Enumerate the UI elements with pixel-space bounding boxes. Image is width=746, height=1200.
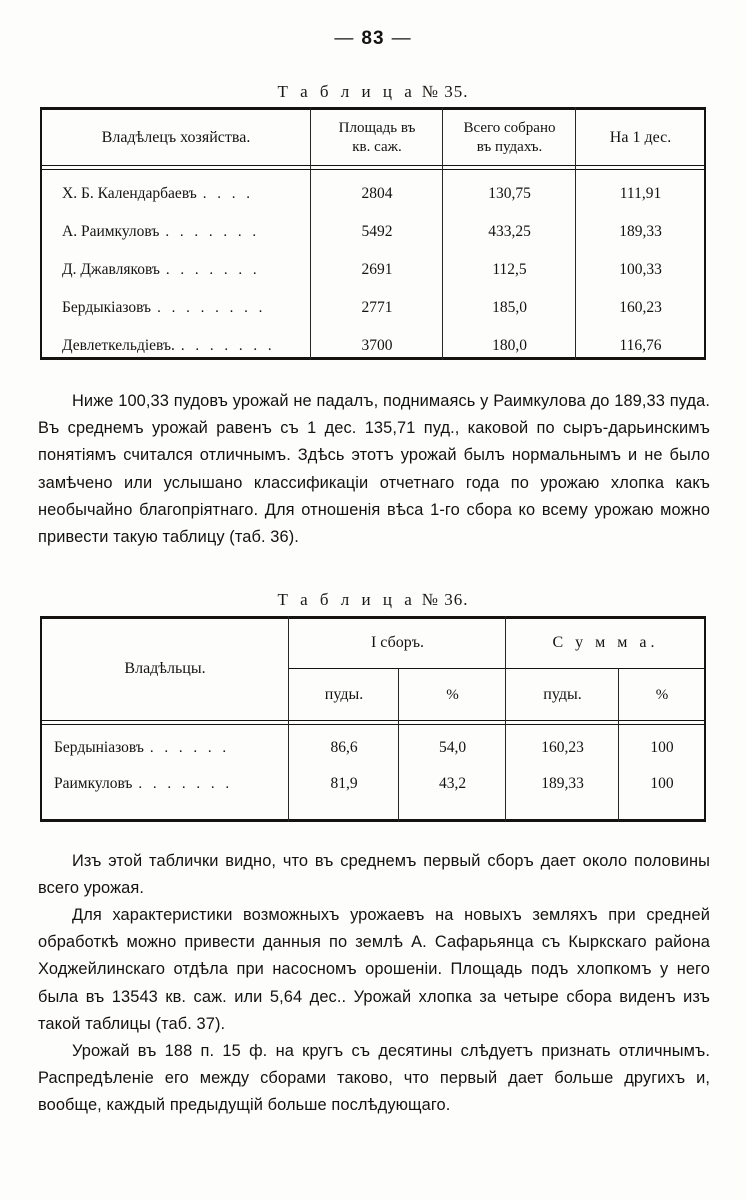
table-35-row-3-owner: Бердыкiазовъ xyxy=(62,299,152,316)
table-row xyxy=(42,175,310,213)
table-35-row-3-total: 185,0 xyxy=(492,299,527,316)
table-35-header-owner xyxy=(42,111,310,165)
table-36-caption xyxy=(0,590,746,610)
table-36-divider-owner xyxy=(288,616,289,822)
table-36-subheader-puds-first: пуды. xyxy=(324,686,364,703)
table-36-row-0-percent-sum: 100 xyxy=(650,739,674,756)
table-35-row-0-total: 130,75 xyxy=(488,185,531,202)
table-35-row-1-per-desyatina: 189,33 xyxy=(619,223,662,240)
table-36-group-header-sum xyxy=(507,618,704,668)
table-row xyxy=(42,766,288,802)
table-36-row-1-percent-sum: 100 xyxy=(650,775,674,792)
table-36-right-border xyxy=(704,616,706,822)
table-35-right-border xyxy=(704,107,706,360)
table-35-divider-2 xyxy=(442,107,443,360)
table-36-row-1-percent-first: 43,2 xyxy=(438,775,467,792)
table-36-subheader-percent-sum: % xyxy=(655,686,669,703)
table-35-caption xyxy=(0,82,746,102)
paragraph-1 xyxy=(38,388,710,551)
table-35-header-per-desyatina-label: На 1 дес. xyxy=(609,129,672,146)
page-number-dash-right: — xyxy=(391,28,412,49)
table-36-group-header-rule xyxy=(288,668,706,669)
table-35-row-4-total: 180,0 xyxy=(492,337,527,354)
table-36-group-header-first-harvest-label: I сборъ. xyxy=(370,634,425,651)
table-35-header-area-line2: кв. саж. xyxy=(352,139,402,155)
table-36-subheader-percent-first: % xyxy=(446,686,459,703)
table-35-header-area xyxy=(312,111,442,165)
table-36-row-0-puds-sum: 160,23 xyxy=(541,739,584,756)
paragraph-3-text: Для характеристики возможныхъ урожаевъ на новыхъ земляхъ при средней обработкѣ можно привести данныя по землѣ А. Сафарьянца съ Кыркскаго района Ходжейлинскаго отдѣла при насосномъ орошеніи. Площадь подъ хлопкомъ у него была въ 13543 кв. саж. или 5,64 дес.. Урожай хлопка за четыре сбора виденъ изъ такой таблицы (таб. 37). xyxy=(38,906,710,1033)
table-36-row-1-leader: . . . . . . . xyxy=(138,775,233,792)
page-number-dash-left: — xyxy=(334,28,355,49)
table-36-group-header-sum-label: С у м м а. xyxy=(552,634,659,651)
table-35-row-0-leader: . . . . xyxy=(202,185,254,202)
table-36-header-owner-label: Владѣльцы. xyxy=(124,660,206,677)
table-35-row-0-owner: Х. Б. Календарбаевъ xyxy=(62,185,197,202)
table-35-row-3-leader: . . . . . . . . xyxy=(157,299,266,316)
table-36-row-1-owner: Раимкуловъ xyxy=(54,775,133,792)
table-35-row-1-total: 433,25 xyxy=(488,223,531,240)
table-35 xyxy=(40,107,706,360)
table-35-header-owner-label: Владѣлецъ хозяйства. xyxy=(101,129,251,146)
table-35-header-total-line2: въ пудахъ. xyxy=(476,139,543,155)
paragraph-2 xyxy=(38,848,710,902)
table-35-header-area-line1: Площадь въ xyxy=(338,120,416,137)
table-35-divider-1 xyxy=(310,107,311,360)
table-35-row-2-leader: . . . . . . . xyxy=(165,261,261,278)
table-row xyxy=(42,213,310,251)
table-36-row-1-puds-sum: 189,33 xyxy=(541,775,584,792)
paragraph-4 xyxy=(38,1038,710,1120)
table-row xyxy=(42,289,310,327)
paragraph-4-text: Урожай въ 188 п. 15 ф. на кругъ съ десятины слѣдуетъ признать отличнымъ. Распредѣленіе его между сборами таково, что первый дает больше другихъ и, вообще, каждый предыдущій больше послѣдующаго. xyxy=(38,1042,710,1115)
paragraph-1-text: Ниже 100,33 пудовъ урожай не падалъ, поднимаясь у Раимкулова до 189,33 пуда. Въ среднемъ урожай равенъ съ 1 дес. 135,71 пуд., каковой по сыръ-дарьинскимъ понятіямъ считался отличнымъ. Здѣсь этотъ урожай былъ нормальнымъ и не было замѣчено или услышано классификаціи отчетнаго года по урожаю хлопка какъ необычайно благопріятнаго. Для отношенія вѣса 1-го сбора ко всему урожаю можно привести такую таблицу (таб. 36). xyxy=(38,392,710,547)
table-36-header-rule-b xyxy=(40,724,706,725)
table-36-row-0-owner: Бердыніазовъ xyxy=(54,739,144,756)
table-35-header-total-line1: Всего собрано xyxy=(463,120,556,137)
paragraph-2-text: Изъ этой таблички видно, что въ среднемъ первый сборъ дает около половины всего урожая. xyxy=(38,852,710,898)
table-35-caption-number: № 35. xyxy=(421,82,469,101)
table-36-divider-puds1-pct1 xyxy=(398,668,399,822)
table-35-top-border xyxy=(40,107,706,110)
table-35-row-2-owner: Д. Джавляковъ xyxy=(62,261,160,278)
table-35-row-3-per-desyatina: 160,23 xyxy=(619,299,662,316)
table-35-row-1-area: 5492 xyxy=(361,223,393,240)
table-35-header-per-desyatina xyxy=(577,111,704,165)
table-36 xyxy=(40,616,706,822)
table-35-row-0-area: 2804 xyxy=(361,185,393,202)
table-36-header-rule-a xyxy=(40,720,706,721)
table-35-caption-label: Т а б л и ц а xyxy=(277,82,416,101)
table-35-header-total xyxy=(444,111,575,165)
table-35-row-4-owner: Девлеткельдiевъ. xyxy=(62,337,175,354)
table-36-group-header-first-harvest xyxy=(290,618,505,668)
table-36-caption-number: № 36. xyxy=(421,590,469,609)
table-36-divider-groups xyxy=(505,616,506,822)
table-35-header-rule-b xyxy=(40,169,706,170)
paragraph-3 xyxy=(38,902,710,1038)
table-35-row-0-per-desyatina: 111,91 xyxy=(619,185,662,202)
page-number xyxy=(0,28,746,50)
table-35-row-2-per-desyatina: 100,33 xyxy=(619,261,662,278)
table-35-row-2-area: 2691 xyxy=(361,261,393,278)
table-35-row-3-area: 2771 xyxy=(361,299,393,316)
table-row xyxy=(42,327,310,365)
table-row xyxy=(42,730,288,766)
table-35-divider-3 xyxy=(575,107,576,360)
table-35-row-4-area: 3700 xyxy=(361,337,393,354)
table-36-row-0-puds-first: 86,6 xyxy=(330,739,358,756)
table-36-caption-label: Т а б л и ц а xyxy=(277,590,416,609)
table-35-row-1-leader: . . . . . . . xyxy=(165,223,260,240)
table-36-row-1-puds-first: 81,9 xyxy=(330,775,358,792)
table-35-row-4-per-desyatina: 116,76 xyxy=(619,337,662,354)
table-35-header-rule-a xyxy=(40,165,706,166)
table-35-row-4-leader: . . . . . . . xyxy=(180,337,276,354)
table-36-divider-pudssum-pctsum xyxy=(618,668,619,822)
table-36-row-0-percent-first: 54,0 xyxy=(438,739,467,756)
table-35-row-2-total: 112,5 xyxy=(492,261,527,278)
page-number-value: 83 xyxy=(361,28,385,49)
table-35-row-1-owner: А. Раимкуловъ xyxy=(62,223,160,240)
table-36-subheader-puds-sum: пуды. xyxy=(543,686,582,703)
table-row xyxy=(42,251,310,289)
table-36-header-owner xyxy=(42,618,288,720)
table-36-bottom-border xyxy=(40,819,706,822)
table-36-row-0-leader: . . . . . . xyxy=(149,739,230,756)
